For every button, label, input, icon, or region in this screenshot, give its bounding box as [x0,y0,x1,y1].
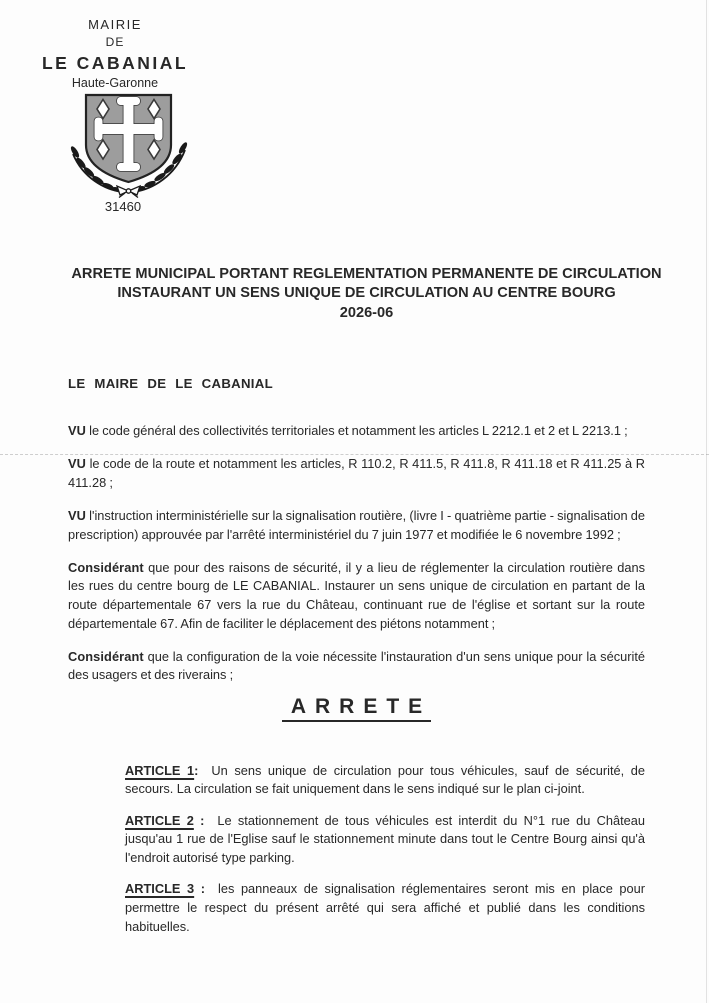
recital-paragraph [68,455,645,492]
recital-lead: VU [68,423,86,439]
title-line-2: INSTAURANT UN SENS UNIQUE DE CIRCULATION AU CENTRE BOURG [117,285,616,302]
article-label: ARTICLE 2 [125,812,194,828]
decree-number: 2026-06 [339,304,394,321]
decree-heading-text: ARRETE [282,698,431,722]
article-colon: : [193,812,205,828]
recital-text: que pour des raisons de sécurité, il y a lieu de réglementer la circulation routière dans les rues du centre bourg de LE CABANIAL. Instaurer un sens unique de circulation en partant de la route départementale 67 vers la rue du Château, continuant rue de l'église et sortant sur la route départementale 67. Afin de faciliter le déplacement des piétons notamment ; [68,559,645,631]
ribbon-bow-icon [117,186,140,198]
recital-paragraph [68,422,645,441]
article-paragraph [125,880,645,936]
recital-text: que la configuration de la voie nécessite l'instauration d'un sens unique pour la sécurité des usagers et des riverains ; [68,648,645,683]
commune-name: LE CABANIAL [41,52,189,73]
document-title [0,265,709,323]
recital-text: le code général des collectivités territoriales et notamment les articles L 2212.1 et 2 et L 2213.1 ; [85,423,628,439]
authority-line: MAIRIE [88,17,142,32]
article-paragraph [125,762,645,799]
recital-text: le code de la route et notamment les articles, R 110.2, R 411.5, R 411.8, R 411.18 et R 411.25 à R 411.28 ; [68,456,645,491]
article-text: Le stationnement de tous véhicules est interdit du N°1 rue du Château jusqu'au 1 rue de l'Eglise sauf le stationnement minute dans tout le Centre Bourg ainsi qu'à l'endroit autorisé type parking. [125,812,645,865]
article-text: Un sens unique de circulation pour tous véhicules, sauf de sécurité, de secours. La circulation se fait uniquement dans le sens indiqué sur le plan ci-joint. [125,762,646,797]
scan-artifact-line [0,454,709,455]
article-colon: : [194,881,205,897]
letterhead [0,18,230,215]
document-body [0,375,709,936]
recital-lead: Considérant [68,648,144,664]
recital-lead: VU [68,508,86,524]
recital-paragraph [68,559,645,633]
article-text: les panneaux de signalisation réglementaires seront mis en place pour permettre le respect du présent arrêté qui sera affiché et publié dans les conditions habituelles. [125,881,646,934]
article-label: ARTICLE 1 [125,762,195,778]
page-edge-line [706,0,707,1003]
issuer-line: LE MAIRE DE LE CABANIAL [68,375,273,391]
authority-line: DE [105,34,125,49]
decree-heading [68,694,645,722]
recital-lead: Considérant [68,559,144,575]
recital-paragraph [68,507,645,544]
recital-paragraph [68,648,645,685]
article-paragraph [125,812,645,868]
article-colon: : [194,762,199,778]
article-label: ARTICLE 3 [125,881,195,897]
recital-lead: VU [68,456,86,472]
title-line-1: ARRETE MUNICIPAL PORTANT REGLEMENTATION PERMANENTE DE CIRCULATION [71,266,662,283]
coat-of-arms-icon [65,92,195,198]
department-name: Haute-Garonne [71,75,159,90]
postal-code: 31460 [104,199,142,215]
articles-section [125,762,645,937]
recital-text: l'instruction interministérielle sur la signalisation routière, (livre I - quatrième partie - signalisation de prescription) approuvée par l'arrêté interministériel du 7 juin 1977 et modifiée le 6 novembre 1992 ; [68,508,645,542]
